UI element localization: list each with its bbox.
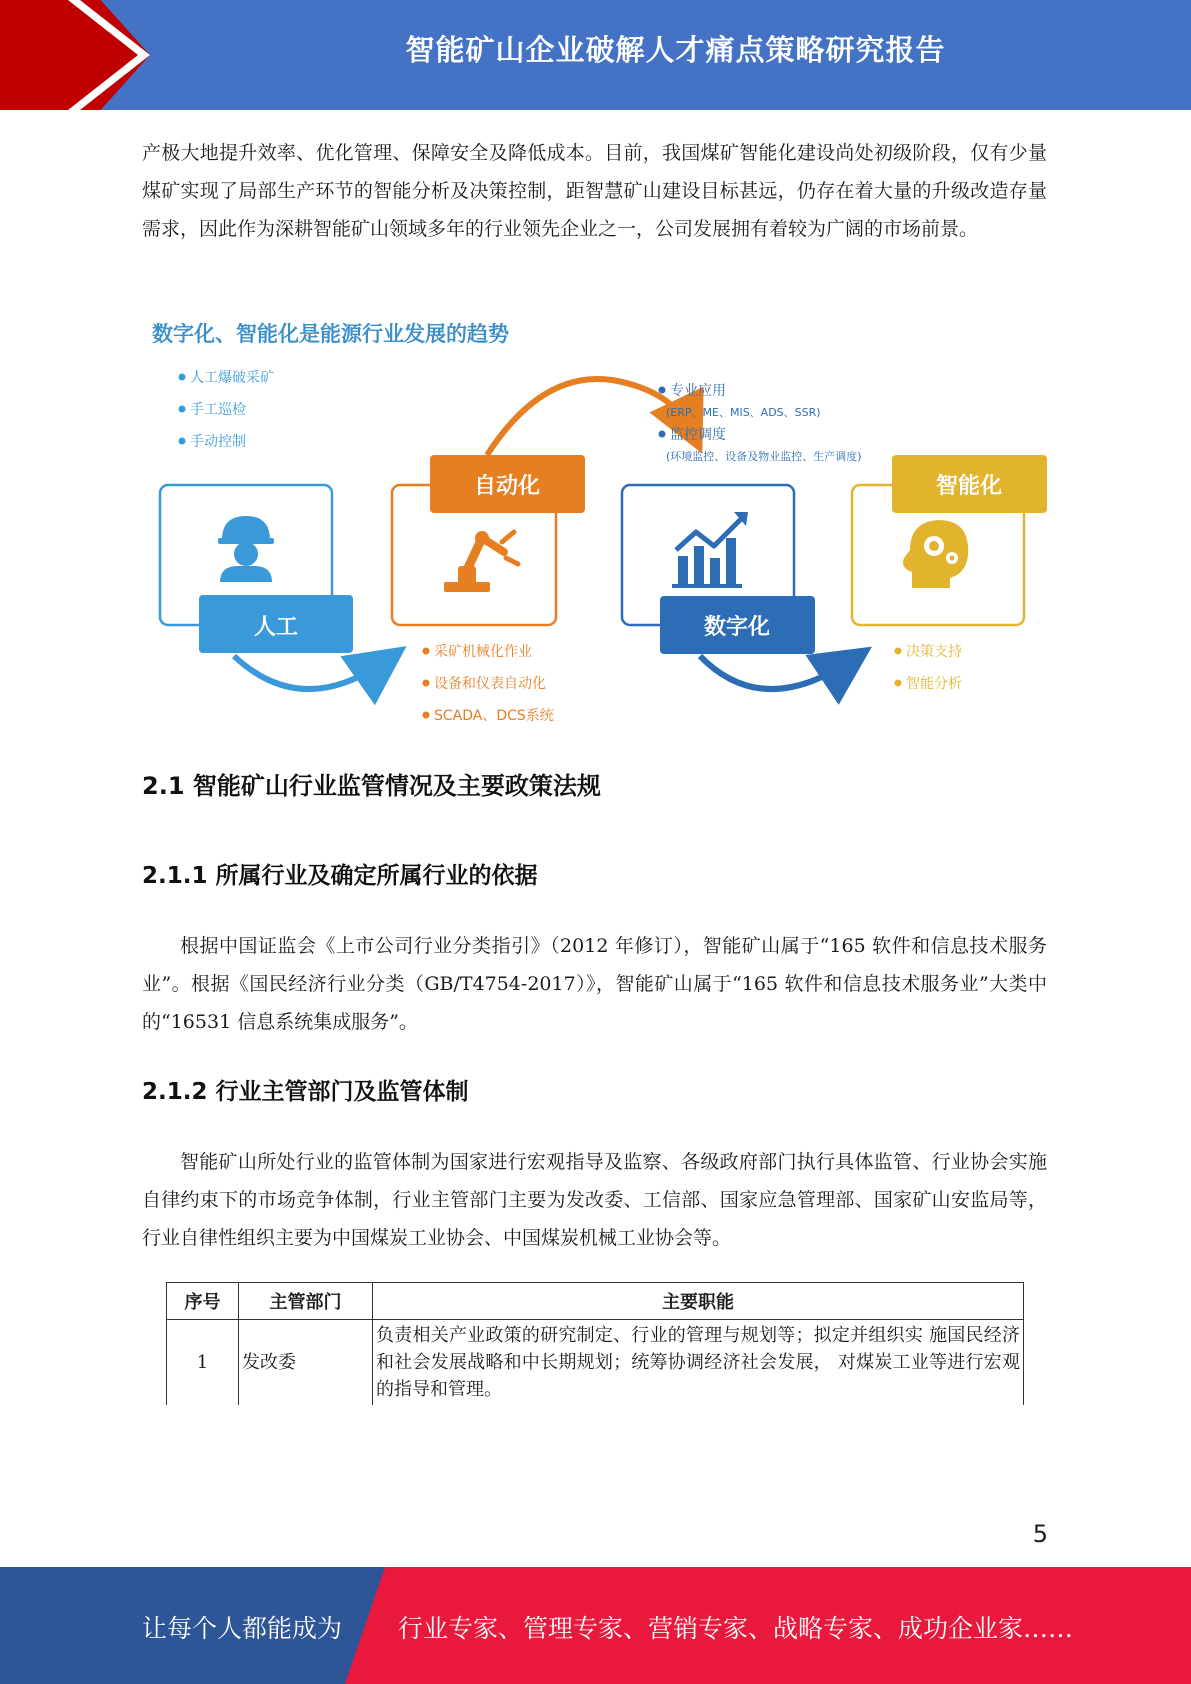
section-2-1-2-heading: 2.1.2 行业主管部门及监管体制	[142, 1079, 469, 1105]
page-header	[0, 0, 1191, 110]
table-cell-no: 1	[167, 1320, 239, 1406]
table-header-row	[167, 1283, 1024, 1320]
table-cell-dept: 发改委	[239, 1320, 373, 1406]
table-header-duty: 主要职能	[373, 1283, 1024, 1320]
worker-helmet-icon	[218, 516, 274, 582]
stage-digital-bullet-note: (ERP、ME、MIS、ADS、SSR)	[666, 406, 821, 419]
trend-diagram	[142, 320, 1062, 740]
regulator-table	[166, 1282, 1024, 1405]
page-number: 5	[1032, 1520, 1048, 1548]
stage-automation-bullet: SCADA、DCS系统	[434, 708, 554, 724]
stage-digital	[622, 383, 862, 689]
stage-automation-bullet: 采矿机械化作业	[434, 644, 532, 660]
intro-paragraph: 产极大地提升效率、优化管理、保障安全及降低成本。目前，我国煤矿智能化建设尚处初级阶段，仅有少量煤矿实现了局部生产环节的智能分析及决策控制，距智慧矿山建设目标甚远，仍存在着大量的升级改造存量需求，因此作为深耕智能矿山领域多年的行业领先企业之一，公司发展拥有着较为广阔的市场前景。	[142, 142, 1047, 240]
stage-automation-bullet: 设备和仪表自动化	[434, 676, 546, 692]
table-header-dept: 主管部门	[239, 1283, 373, 1320]
section-2-1-heading: 2.1 智能矿山行业监管情况及主要政策法规	[142, 772, 601, 800]
stage-intelligent	[852, 455, 1047, 692]
stage-automation-label: 自动化	[473, 474, 541, 499]
stage-digital-bullet: 监控调度	[670, 427, 726, 443]
arrow-digital-to-intelligent	[700, 656, 852, 689]
diagram-title: 数字化、智能化是能源行业发展的趋势	[152, 322, 509, 346]
trend-diagram-svg	[142, 320, 1062, 740]
robot-arm-icon	[444, 531, 518, 592]
page-footer	[0, 1567, 1191, 1684]
stage-digital-bullet: 专业应用	[670, 383, 726, 399]
stage-digital-bullet-note: (环境监控、设备及物业监控、生产调度)	[666, 450, 862, 463]
report-title: 智能矿山企业破解人才痛点策略研究报告	[405, 33, 946, 67]
stage-intelligent-label: 智能化	[935, 474, 1003, 499]
stage-digital-label: 数字化	[703, 615, 771, 640]
stage-manual-label: 人工	[253, 615, 299, 640]
header-red-chevron	[0, 0, 150, 110]
bar-chart-trend-icon	[672, 512, 748, 588]
stage-manual-bullet: 手工巡检	[190, 402, 246, 418]
footer-slogan-right: 行业专家、管理专家、营销专家、战略专家、成功企业家……	[398, 1614, 1074, 1643]
stage-intelligent-bullet: 决策支持	[906, 644, 962, 660]
stage-manual	[160, 370, 387, 689]
section-2-1-1-paragraph: 根据中国证监会《上市公司行业分类指引》（2012 年修订），智能矿山属于“165 软件和信息技术服务业”。根据《国民经济行业分类（GB/T4754-2017）》，智能矿山属于“165 软件和信息技术服务业”大类中的“16531 信息系统集成服务”。	[142, 935, 1047, 1033]
stage-manual-bullet: 手动控制	[190, 434, 246, 450]
stage-automation	[392, 379, 692, 724]
stage-intelligent-bullet: 智能分析	[906, 676, 962, 692]
section-2-1-2-paragraph: 智能矿山所处行业的监管体制为国家进行宏观指导及监察、各级政府部门执行具体监管、行业协会实施自律约束下的市场竞争体制，行业主管部门主要为发改委、工信部、国家应急管理部、国家矿山安监局等，行业自律性组织主要为中国煤炭工业协会、中国煤炭机械工业协会等。	[142, 1151, 1047, 1249]
section-2-1-1-heading: 2.1.1 所属行业及确定所属行业的依据	[142, 863, 538, 889]
table-row	[167, 1320, 1024, 1406]
stage-manual-bullet: 人工爆破采矿	[190, 370, 274, 386]
table-cell-duty: 负责相关产业政策的研究制定、行业的管理与规划等；拟定并组织实 施国民经济和社会发展战略和中长期规划；统筹协调经济社会发展， 对煤炭工业等进行宏观的指导和管理。	[373, 1320, 1024, 1406]
brain-gear-icon	[903, 520, 968, 588]
arrow-manual-to-automation	[234, 656, 387, 689]
footer-slogan-left: 让每个人都能成为	[142, 1614, 343, 1643]
table-header-no: 序号	[167, 1283, 239, 1320]
